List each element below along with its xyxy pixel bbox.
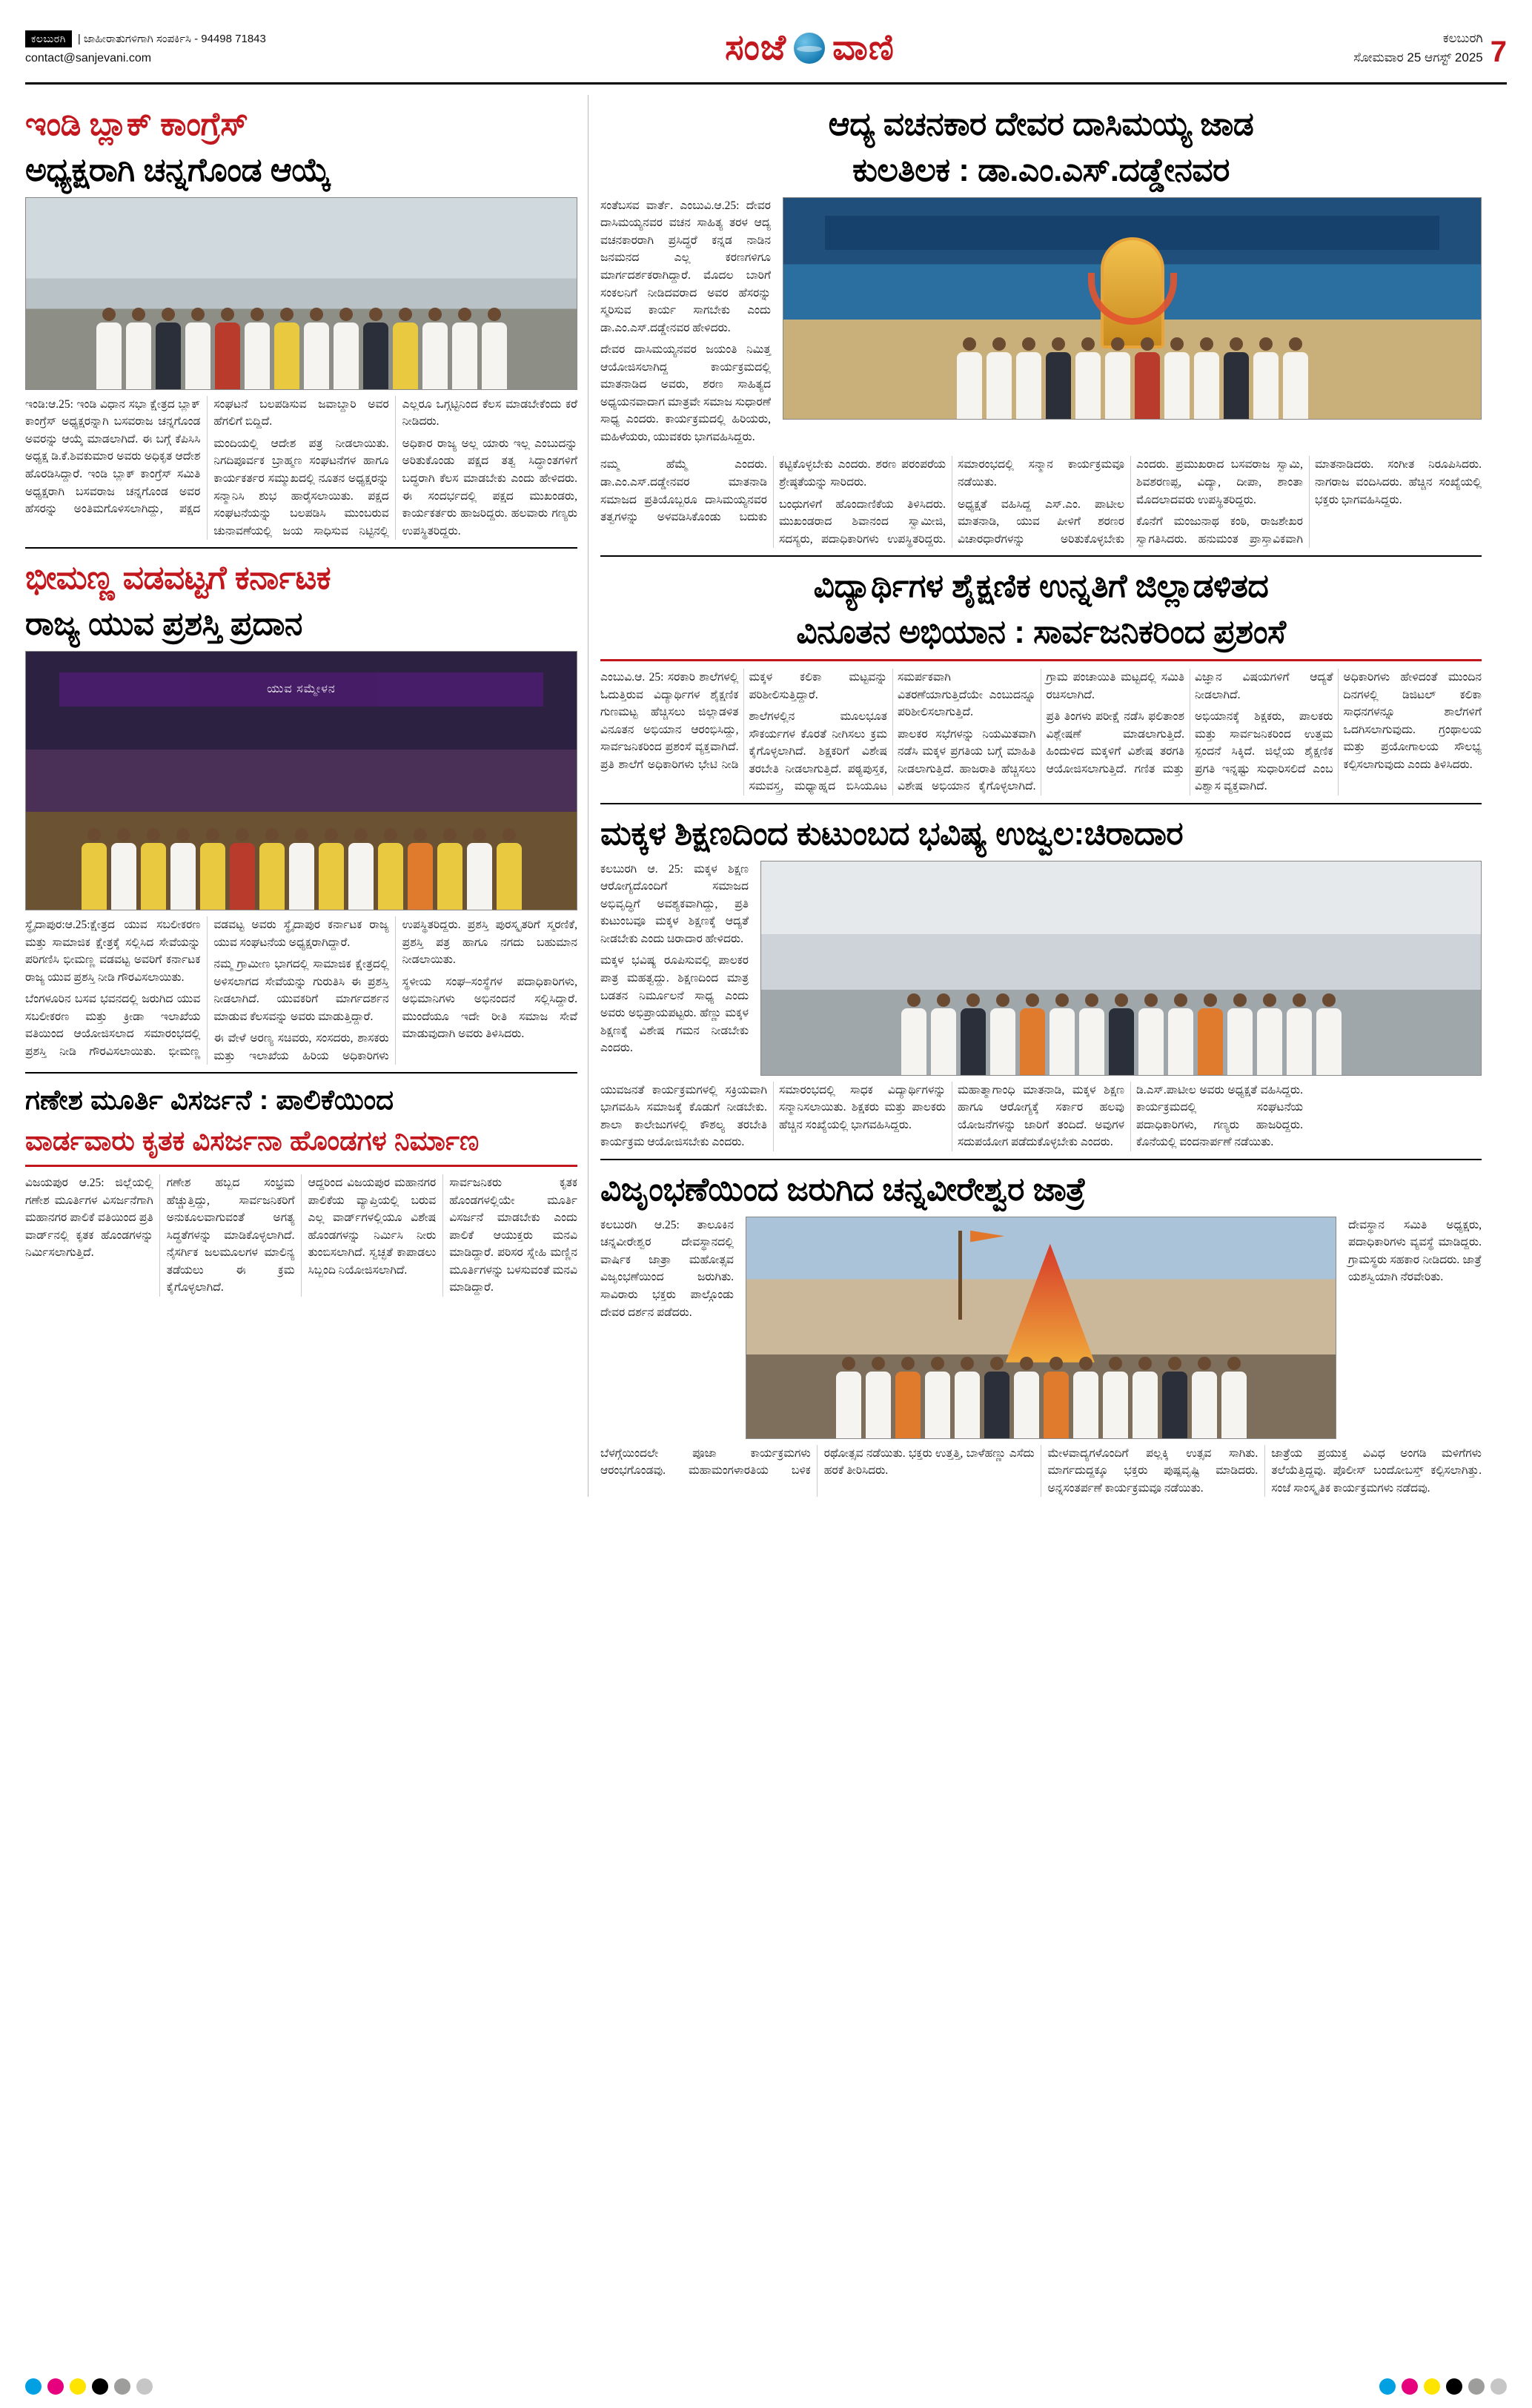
- reg-dot-black: [1446, 2378, 1462, 2395]
- divider: [600, 555, 1482, 557]
- dasimayya-body: [600, 456, 1482, 548]
- paragraph: ಬೆಳಗ್ಗೆಯಿಂದಲೇ ಪೂಜಾ ಕಾರ್ಯಕ್ರಮಗಳು ಆರಂಭಗೊಂಡವು. ಮಹಾಮಂಗಳಾರತಿಯ ಬಳಿಕ ರಥೋತ್ಸವ ನಡೆಯಿತು. ಭಕ್ತರು ಉತ್ತತ್ತಿ, ಬಾಳೆಹಣ್ಣು ಎಸೆದು ಹರಕೆ ತೀರಿಸಿದರು.: [600, 1446, 1035, 1478]
- paragraph: ಮಕ್ಕಳ ಭವಿಷ್ಯ ರೂಪಿಸುವಲ್ಲಿ ಪಾಲಕರ ಪಾತ್ರ ಮಹತ್ವದ್ದು. ಶಿಕ್ಷಣದಿಂದ ಮಾತ್ರ ಬಡತನ ನಿರ್ಮೂಲನೆ ಸಾಧ್ಯ ಎಂದು ಅವರು ಅಭಿಪ್ರಾಯಪಟ್ಟರು. ಹೆಣ್ಣು ಮಕ್ಕಳ ಶಿಕ್ಷಣಕ್ಕೆ ವಿಶೇಷ ಗಮನ ನೀಡಬೇಕು ಎಂದರು.: [600, 954, 749, 1055]
- story-students-campaign: [600, 567, 1482, 796]
- ganesha-body: [25, 1174, 577, 1297]
- indi-headline-1: ಇಂಡಿ ಬ್ಲಾಕ್ ಕಾಂಗ್ರೆಸ್: [25, 106, 248, 142]
- jathre-body: [600, 1445, 1482, 1498]
- paragraph: ಆದ್ದರಿಂದ ವಿಜಯಪುರ ಮಹಾನಗರ ಪಾಲಿಕೆಯ ವ್ಯಾಪ್ತಿಯಲ್ಲಿ ಬರುವ ಎಲ್ಲ ವಾರ್ಡ್‌ಗಳಲ್ಲಿಯೂ ವಿಶೇಷ ಹೊಂಡಗಳನ್ನು ನಿರ್ಮಿಸಿ ನೀರು ತುಂಬಿಸಲಾಗಿದೆ. ಸ್ವಚ್ಛತೆ ಕಾಪಾಡಲು ಸಿಬ್ಬಂದಿ ನಿಯೋಜಿಸಲಾಗಿದೆ.: [308, 1177, 437, 1277]
- paragraph: ದೇವರ ದಾಸಿಮಯ್ಯನವರ ಜಯಂತಿ ನಿಮಿತ್ತ ಆಯೋಜಿಸಲಾಗಿದ್ದ ಕಾರ್ಯಕ್ರಮದಲ್ಲಿ ಮಾತನಾಡಿದ ಅವರು, ಶರಣ ಸಾಹಿತ್ಯದ ಅಧ್ಯಯನವಾದಾಗ ಮಾತ್ರವೇ ಸಮಾಜ ಸುಧಾರಣೆ ಸಾಧ್ಯ ಎಂದರು. ಕಾರ್ಯಕ್ರಮದಲ್ಲಿ ಹಿರಿಯರು, ಮಹಿಳೆಯರು, ಯುವಕರು ಭಾಗವಹಿಸಿದ್ದರು.: [600, 343, 771, 443]
- paragraph: ಸಮಾರಂಭದಲ್ಲಿ ಸಾಧಕ ವಿದ್ಯಾರ್ಥಿಗಳನ್ನು ಸನ್ಮಾನಿಸಲಾಯಿತು. ಶಿಕ್ಷಕರು ಮತ್ತು ಪಾಲಕರು ಹೆಚ್ಚಿನ ಸಂಖ್ಯೆಯಲ್ಲಿ ಭಾಗವಹಿಸಿದ್ದರು.: [779, 1083, 946, 1131]
- masthead-date: ಸೋಮವಾರ 25 ಆಗಸ್ಟ್ 2025: [1353, 50, 1483, 64]
- students-headline-2: ವಿನೂತನ ಅಭಿಯಾನ : ಸಾರ್ವಜನಿಕರಿಂದ ಪ್ರಶಂಸೆ: [796, 614, 1286, 651]
- students-headline-1: ವಿದ್ಯಾರ್ಥಿಗಳ ಶೈಕ್ಷಣಿಕ ಉನ್ನತಿಗೆ ಜಿಲ್ಲಾಡಳಿತದ: [813, 568, 1269, 605]
- bheemanna-headline-1: ಭೀಮಣ್ಣ ವಡವಟ್ಟಗೆ ಕರ್ನಾಟಕ: [25, 560, 331, 597]
- paragraph: ಅಧ್ಯಕ್ಷತೆ ವಹಿಸಿದ್ದ ಎಸ್.ಎಂ. ಪಾಟೀಲ ಮಾತನಾಡಿ, ಯುವ ಪೀಳಿಗೆ ಶರಣರ ವಿಚಾರಧಾರೆಗಳನ್ನು ಅರಿತುಕೊಳ್ಳಬೇಕು ಎಂದರು. ಪ್ರಮುಖರಾದ ಬಸವರಾಜ ಸ್ವಾಮಿ, ಶಿವಶರಣಪ್ಪ, ವಿದ್ಯಾ, ದೀಪಾ, ಶಾಂತಾ ಮೊದಲಾದವರು ಉಪಸ್ಥಿತರಿದ್ದರು.: [958, 458, 1303, 546]
- children-edu-col-1: [600, 861, 749, 1076]
- reg-dot-magenta: [1402, 2378, 1418, 2395]
- right-column: [588, 95, 1482, 1497]
- registration-dots-right: [1379, 2378, 1507, 2395]
- ganesha-headline-2: ವಾರ್ಡವಾರು ಕೃತಕ ವಿಸರ್ಜನಾ ಹೊಂಡಗಳ ನಿರ್ಮಾಣ: [25, 1125, 480, 1156]
- logo-text-right: ವಾಣಿ: [832, 27, 895, 67]
- dasimayya-col-1: [600, 197, 771, 451]
- dasimayya-headline-2: ಕುಲತಿಲಕ : ಡಾ.ಎಂ.ಎಸ್.ದಡ್ಡೇನವರ: [852, 151, 1230, 188]
- color-registration-bar: [25, 2378, 1507, 2395]
- students-body: [600, 669, 1482, 796]
- paragraph: ಇಂಡಿ:ಆ.25: ಇಂಡಿ ವಿಧಾನ ಸಭಾ ಕ್ಷೇತ್ರದ ಬ್ಲಾಕ್ ಕಾಂಗ್ರೆಸ್ ಅಧ್ಯಕ್ಷರನ್ನಾಗಿ ಬಸವರಾಜ ಚನ್ನಗೊಂಡ ಅವರನ್ನು ಆಯ್ಕೆ ಮಾಡಲಾಗಿದೆ. ಈ ಬಗ್ಗೆ ಕೆಪಿಸಿಸಿ ಅಧ್ಯಕ್ಷ ಡಿ.ಕೆ.ಶಿವಕುಮಾರ ಅವರು ಅಧಿಕೃತ ಆದೇಶ ಹೊರಡಿಸಿದ್ದಾರೆ. ಇಂಡಿ ಬ್ಲಾಕ್ ಕಾಂಗ್ರೆಸ್ ಸಮಿತಿ ಅಧ್ಯಕ್ಷರಾಗಿ ಬಸವರಾಜ ಚನ್ನಗೊಂಡ ಅವರ ಹೆಸರನ್ನು ಅಂತಿಮಗೊಳಿಸಲಾಗಿದ್ದು, ಪಕ್ಷದ ಸಂಘಟನೆ ಬಲಪಡಿಸುವ ಜವಾಬ್ದಾರಿ ಅವರ ಹೆಗಲಿಗೆ ಬಿದ್ದಿದೆ.: [25, 397, 389, 516]
- story-children-education: [600, 815, 1482, 1151]
- bheemanna-headline-2: ರಾಜ್ಯ ಯುವ ಪ್ರಶಸ್ತಿ ಪ್ರದಾನ: [25, 606, 302, 643]
- reg-dot-yellow: [70, 2378, 86, 2395]
- masthead-right: [1353, 30, 1507, 68]
- yuva-sammelana-stage-photo: [25, 651, 577, 910]
- paragraph: ಅಧಿಕಾರಿಗಳು ಹೇಳಿದಂತೆ ಮುಂದಿನ ದಿನಗಳಲ್ಲಿ ಡಿಜಿಟಲ್ ಕಲಿಕಾ ಸಾಧನಗಳನ್ನೂ ಶಾಲೆಗಳಿಗೆ ಒದಗಿಸಲಾಗುವುದು. ಗ್ರಂಥಾಲಯ ಮತ್ತು ಪ್ರಯೋಗಾಲಯ ಸೌಲಭ್ಯ ಕಲ್ಪಿಸಲಾಗುವುದು ಎಂದು ತಿಳಿಸಿದರು.: [1343, 671, 1482, 771]
- dasimayya-headline-1: ಆದ್ಯ ವಚನಕಾರ ದೇವರ ದಾಸಿಮಯ್ಯ ಜಾಡ: [828, 106, 1254, 142]
- bheemanna-body: [25, 916, 577, 1065]
- divider: [25, 1072, 577, 1074]
- masthead: [25, 21, 1507, 85]
- paragraph: ವಿಜಯಪುರ ಆ.25: ಜಿಲ್ಲೆಯಲ್ಲಿ ಗಣೇಶ ಮೂರ್ತಿಗಳ ವಿಸರ್ಜನೆಗಾಗಿ ಮಹಾನಗರ ಪಾಲಿಕೆ ವತಿಯಿಂದ ಪ್ರತಿ ವಾರ್ಡ್‌ನಲ್ಲಿ ಕೃತಕ ಹೊಂಡಗಳನ್ನು ನಿರ್ಮಿಸಲಾಗುತ್ತಿದೆ.: [25, 1177, 153, 1260]
- paragraph: ನಮ್ಮ ಗ್ರಾಮೀಣ ಭಾಗದಲ್ಲಿ ಸಾಮಾಜಿಕ ಕ್ಷೇತ್ರದಲ್ಲಿ ಅಳಿಸಲಾಗದ ಸೇವೆಯನ್ನು ಗುರುತಿಸಿ ಈ ಪ್ರಶಸ್ತಿ ನೀಡಲಾಗಿದೆ. ಯುವಕರಿಗೆ ಮಾರ್ಗದರ್ಶನ ಮಾಡುವ ಕೆಲಸವನ್ನು ಅವರು ಮಾಡುತ್ತಿದ್ದಾರೆ.: [213, 958, 389, 1023]
- reg-dot-cyan: [1379, 2378, 1396, 2395]
- globe-icon: [794, 33, 825, 64]
- children-education-event-photo: [760, 861, 1482, 1076]
- paragraph: ನಮ್ಮ ಹೆಮ್ಮೆ ಎಂದರು. ಡಾ.ಎಂ.ಎಸ್.ದಡ್ಡೇನವರ ಮಾತನಾಡಿ ಸಮಾಜದ ಪ್ರತಿಯೊಬ್ಬರೂ ದಾಸಿಮಯ್ಯನವರ ತತ್ವಗಳನ್ನು ಅಳವಡಿಸಿಕೊಂಡು ಬದುಕು ಕಟ್ಟಿಕೊಳ್ಳಬೇಕು ಎಂದರು. ಶರಣ ಪರಂಪರೆಯ ಶ್ರೇಷ್ಠತೆಯನ್ನು ಸಾರಿದರು.: [600, 458, 946, 524]
- children-edu-headline: ಮಕ್ಕಳ ಶಿಕ್ಷಣದಿಂದ ಕುಟುಂಬದ ಭವಿಷ್ಯ ಉಜ್ವಲ:ಚಿರಾದಾರ: [600, 815, 1184, 852]
- ad-contact-text: | ಜಾಹೀರಾತುಗಳಿಗಾಗಿ ಸಂಪರ್ಕಿಸಿ - 94498 71843: [77, 33, 266, 45]
- ganesha-headline-part-a: ಗಣೇಶ ಮೂರ್ತಿ ವಿಸರ್ಜನೆ : ಪಾಲಿಕೆಯಿಂದ: [25, 1085, 394, 1116]
- paragraph: ಮಹಾತ್ಮಾಗಾಂಧಿ ಮಾತನಾಡಿ, ಮಕ್ಕಳ ಶಿಕ್ಷಣ ಹಾಗೂ ಆರೋಗ್ಯಕ್ಕೆ ಸರ್ಕಾರ ಹಲವು ಯೋಜನೆಗಳನ್ನು ಜಾರಿಗೆ ತಂದಿದೆ. ಅವುಗಳ ಸದುಪಯೋಗ ಪಡೆದುಕೊಳ್ಳಬೇಕು ಎಂದರು.: [958, 1083, 1124, 1149]
- reg-dot-lightgrey: [136, 2378, 153, 2395]
- reg-dot-yellow: [1424, 2378, 1440, 2395]
- jathre-headline: ವಿಜೃಂಭಣೆಯಿಂದ ಜರುಗಿದ ಚನ್ನವೀರೇಶ್ವರ ಜಾತ್ರೆ: [600, 1171, 1086, 1208]
- paragraph: ಮಂದಿಯಲ್ಲಿ ಆದೇಶ ಪತ್ರ ನೀಡಲಾಯಿತು. ನಿಗದಿಪೂರ್ವಕ ಬ್ರಾಹ್ಮಣ ಸಂಘಟನೆಗಳ ಹಾಗೂ ಕಾರ್ಯಕರ್ತರ ಸಮ್ಮುಖದಲ್ಲಿ ನೂತನ ಅಧ್ಯಕ್ಷರನ್ನು ಸನ್ಮಾನಿಸಿ ಶುಭ ಹಾರೈಸಲಾಯಿತು. ಪಕ್ಷದ ಸಂಘಟನೆಯನ್ನು ಬಲಪಡಿಸಿ ಮುಂಬರುವ ಚುನಾವಣೆಯಲ್ಲಿ ಜಯ ಸಾಧಿಸುವ ನಿಟ್ಟಿನಲ್ಲಿ ಎಲ್ಲರೂ ಒಗ್ಗಟ್ಟಿನಿಂದ ಕೆಲಸ ಮಾಡಬೇಕೆಂದು ಕರೆ ನೀಡಿದರು.: [213, 397, 577, 538]
- paragraph: ಪ್ರತಿ ತಿಂಗಳು ಪರೀಕ್ಷೆ ನಡೆಸಿ ಫಲಿತಾಂಶ ವಿಶ್ಲೇಷಣೆ ಮಾಡಲಾಗುತ್ತಿದೆ. ಹಿಂದುಳಿದ ಮಕ್ಕಳಿಗೆ ವಿಶೇಷ ತರಗತಿ ಆಯೋಜಿಸಲಾಗುತ್ತಿದೆ. ಗಣಿತ ಮತ್ತು ವಿಜ್ಞಾನ ವಿಷಯಗಳಿಗೆ ಆದ್ಯತೆ ನೀಡಲಾಗಿದೆ.: [1046, 671, 1333, 775]
- story-ganesha-immersion: [25, 1084, 577, 1297]
- paragraph: ಜಾತ್ರೆಯ ಪ್ರಯುಕ್ತ ವಿವಿಧ ಅಂಗಡಿ ಮಳಿಗೆಗಳು ತಲೆಯೆತ್ತಿದ್ದವು. ಪೊಲೀಸ್ ಬಂದೋಬಸ್ತ್ ಕಲ್ಪಿಸಲಾಗಿತ್ತು. ಸಂಜೆ ಸಾಂಸ್ಕೃತಿಕ ಕಾರ್ಯಕ್ರಮಗಳು ನಡೆದವು.: [1271, 1446, 1482, 1495]
- divider: [600, 659, 1482, 661]
- dasimayya-function-photo: [783, 197, 1482, 420]
- masthead-left: [25, 30, 266, 65]
- indi-congress-group-photo: [25, 197, 577, 390]
- children-edu-body: [600, 1082, 1482, 1151]
- masthead-city: ಕಲಬುರಗಿ: [1442, 30, 1483, 45]
- paragraph: ಗಣೇಶ ಹಬ್ಬದ ಸಂಭ್ರಮ ಹೆಚ್ಚುತ್ತಿದ್ದು, ಸಾರ್ವಜನಿಕರಿಗೆ ಅನುಕೂಲವಾಗುವಂತೆ ಅಗತ್ಯ ಸಿದ್ಧತೆಗಳನ್ನು ಮಾಡಿಕೊಳ್ಳಲಾಗಿದೆ. ನೈಸರ್ಗಿಕ ಜಲಮೂಲಗಳ ಮಾಲಿನ್ಯ ತಡೆಯಲು ಈ ಕ್ರಮ ಕೈಗೊಳ್ಳಲಾಗಿದೆ.: [166, 1177, 295, 1294]
- paragraph: ಶಾಲೆಗಳಲ್ಲಿನ ಮೂಲಭೂತ ಸೌಕರ್ಯಗಳ ಕೊರತೆ ನೀಗಿಸಲು ಕ್ರಮ ಕೈಗೊಳ್ಳಲಾಗಿದೆ. ಶಿಕ್ಷಕರಿಗೆ ವಿಶೇಷ ತರಬೇತಿ ನೀಡಲಾಗುತ್ತಿದೆ. ಪಠ್ಯಪುಸ್ತಕ, ಸಮವಸ್ತ್ರ, ಮಧ್ಯಾಹ್ನದ ಬಿಸಿಯೂಟ ಸಮರ್ಪಕವಾಗಿ ವಿತರಣೆಯಾಗುತ್ತಿದೆಯೇ ಎಂಬುದನ್ನೂ ಪರಿಶೀಲಿಸಲಾಗುತ್ತಿದೆ.: [749, 671, 1036, 793]
- contact-email: contact@sanjevani.com: [25, 52, 152, 64]
- saffron-flag-icon: [970, 1231, 1004, 1256]
- reg-dot-lightgrey: [1490, 2378, 1507, 2395]
- paragraph: ಕೊನೆಗೆ ಮಂಜುನಾಥ ಕಂಠಿ, ರಾಜಶೇಖರ ಸ್ವಾಗತಿಸಿದರು. ಹನುಮಂತ ಪ್ರಾಸ್ತಾವಿಕವಾಗಿ ಮಾತನಾಡಿದರು. ಸಂಗೀತ ನಿರೂಪಿಸಿದರು. ನಾಗರಾಜ ವಂದಿಸಿದರು. ಹೆಚ್ಚಿನ ಸಂಖ್ಯೆಯಲ್ಲಿ ಭಕ್ತರು ಭಾಗವಹಿಸಿದ್ದರು.: [1136, 458, 1482, 546]
- divider: [25, 1165, 577, 1167]
- reg-dot-cyan: [25, 2378, 42, 2395]
- page-number: 7: [1490, 35, 1507, 68]
- reg-dot-black: [92, 2378, 108, 2395]
- left-column: [25, 95, 588, 1497]
- indi-congress-body: [25, 396, 577, 540]
- paragraph: ಎಂಬುವಿ.ಆ. 25: ಸರಕಾರಿ ಶಾಲೆಗಳಲ್ಲಿ ಓದುತ್ತಿರುವ ವಿದ್ಯಾರ್ಥಿಗಳ ಶೈಕ್ಷಣಿಕ ಗುಣಮಟ್ಟ ಹೆಚ್ಚಿಸಲು ಜಿಲ್ಲಾಡಳಿತ ವಿನೂತನ ಅಭಿಯಾನ ಆರಂಭಿಸಿದ್ದು, ಸಾರ್ವಜನಿಕರಿಂದ ಪ್ರಶಂಸೆ ವ್ಯಕ್ತವಾಗಿದೆ. ಪ್ರತಿ ಶಾಲೆಗೆ ಅಧಿಕಾರಿಗಳು ಭೇಟಿ ನೀಡಿ ಮಕ್ಕಳ ಕಲಿಕಾ ಮಟ್ಟವನ್ನು ಪರಿಶೀಲಿಸುತ್ತಿದ್ದಾರೆ.: [600, 671, 887, 771]
- page-content: [25, 95, 1507, 1497]
- logo-text-left: ಸಂಜೆ: [725, 27, 787, 67]
- reg-dot-grey: [1468, 2378, 1485, 2395]
- story-dasimayya: [600, 105, 1482, 548]
- paragraph: ಸಾರ್ವಜನಿಕರು ಕೃತಕ ಹೊಂಡಗಳಲ್ಲಿಯೇ ಮೂರ್ತಿ ವಿಸರ್ಜನೆ ಮಾಡಬೇಕು ಎಂದು ಪಾಲಿಕೆ ಆಯುಕ್ತರು ಮನವಿ ಮಾಡಿದ್ದಾರೆ. ಪರಿಸರ ಸ್ನೇಹಿ ಮಣ್ಣಿನ ಮೂರ್ತಿಗಳನ್ನು ಬಳಸುವಂತೆ ಮನವಿ ಮಾಡಿದ್ದಾರೆ.: [449, 1177, 577, 1294]
- paragraph: ಈ ವೇಳೆ ಅರಣ್ಯ ಸಚಿವರು, ಸಂಸದರು, ಶಾಸಕರು ಮತ್ತು ಇಲಾಖೆಯ ಹಿರಿಯ ಅಧಿಕಾರಿಗಳು ಉಪಸ್ಥಿತರಿದ್ದರು. ಪ್ರಶಸ್ತಿ ಪುರಸ್ಕೃತರಿಗೆ ಸ್ಮರಣಿಕೆ, ಪ್ರಶಸ್ತಿ ಪತ್ರ ಹಾಗೂ ನಗದು ಬಹುಮಾನ ನೀಡಲಾಯಿತು.: [213, 919, 577, 1062]
- story-bheemanna-award: [25, 559, 577, 1065]
- reg-dot-magenta: [47, 2378, 64, 2395]
- divider: [25, 547, 577, 549]
- masthead-logo: [725, 27, 895, 67]
- ganesha-headline-1: [25, 1084, 577, 1117]
- paragraph: ದೇವಸ್ಥಾನ ಸಮಿತಿ ಅಧ್ಯಕ್ಷರು, ಪದಾಧಿಕಾರಿಗಳು ವ್ಯವಸ್ಥೆ ಮಾಡಿದ್ದರು. ಗ್ರಾಮಸ್ಥರು ಸಹಕಾರ ನೀಡಿದರು. ಜಾತ್ರೆ ಯಶಸ್ವಿಯಾಗಿ ನೆರವೇರಿತು.: [1348, 1218, 1482, 1284]
- chariot-decoration: [1006, 1244, 1095, 1363]
- divider: [600, 1159, 1482, 1160]
- registration-dots-left: [25, 2378, 153, 2395]
- edition-badge: ಕಲಬುರಗಿ: [25, 30, 72, 47]
- stage-banner-text: ಯುವ ಸಮ್ಮೇಳನ: [59, 672, 544, 707]
- divider: [600, 803, 1482, 804]
- jathre-col-last: [1348, 1217, 1482, 1439]
- paragraph: ಅಭಿಯಾನಕ್ಕೆ ಶಿಕ್ಷಕರು, ಪಾಲಕರು ಮತ್ತು ಸಾರ್ವಜನಿಕರಿಂದ ಉತ್ತಮ ಸ್ಪಂದನೆ ಸಿಕ್ಕಿದೆ. ಜಿಲ್ಲೆಯ ಶೈಕ್ಷಣಿಕ ಪ್ರಗತಿ ಇನ್ನಷ್ಟು ಸುಧಾರಿಸಲಿದೆ ಎಂಬ ವಿಶ್ವಾಸ ವ್ಯಕ್ತವಾಗಿದೆ.: [1195, 710, 1333, 793]
- paragraph: ಡಿ.ಎಸ್.ಪಾಟೀಲ ಅವರು ಅಧ್ಯಕ್ಷತೆ ವಹಿಸಿದ್ದರು. ಕಾರ್ಯಕ್ರಮದಲ್ಲಿ ಸಂಘಟನೆಯ ಪದಾಧಿಕಾರಿಗಳು, ಗಣ್ಯರು ಹಾಜರಿದ್ದರು. ಕೊನೆಯಲ್ಲಿ ವಂದನಾರ್ಪಣೆ ನಡೆಯಿತು.: [1136, 1083, 1303, 1149]
- story-channaveereshwara-jathre: [600, 1171, 1482, 1498]
- reg-dot-grey: [114, 2378, 130, 2395]
- jathre-procession-photo: [746, 1217, 1336, 1439]
- paragraph: ಬಂಧುಗಳಿಗೆ ಹೊಂದಾಣಿಕೆಯ ತಿಳಿಸಿದರು. ಮುಖಂಡರಾದ ಶಿವಾನಂದ ಸ್ವಾಮೀಜಿ, ಸದಸ್ಯರು, ಪದಾಧಿಕಾರಿಗಳು ಉಪಸ್ಥಿತರಿದ್ದರು. ಸಮಾರಂಭದಲ್ಲಿ ಸನ್ಮಾನ ಕಾರ್ಯಕ್ರಮವೂ ನಡೆಯಿತು.: [779, 458, 1124, 546]
- paragraph: ಬೆಂಗಳೂರಿನ ಬಸವ ಭವನದಲ್ಲಿ ಜರುಗಿದ ಯುವ ಸಬಲೀಕರಣ ಮತ್ತು ಕ್ರೀಡಾ ಇಲಾಖೆಯ ವತಿಯಿಂದ ಆಯೋಜಿಸಲಾದ ಸಮಾರಂಭದಲ್ಲಿ ಪ್ರಶಸ್ತಿ ನೀಡಿ ಗೌರವಿಸಲಾಯಿತು. ಭೀಮಣ್ಣ ವಡವಟ್ಟ ಅವರು ಸ್ಥೈದಾಪುರ ಕರ್ನಾಟಕ ರಾಜ್ಯ ಯುವ ಸಂಘಟನೆಯ ಅಧ್ಯಕ್ಷರಾಗಿದ್ದಾರೆ.: [25, 919, 389, 1058]
- paragraph: ಸಂತೆಬಸವ ವಾರ್ತೆ. ಎಂಬುವಿ.ಆ.25: ದೇವರ ದಾಸಿಮಯ್ಯನವರ ವಚನ ಸಾಹಿತ್ಯ ತರಳ ಆದ್ಯ ವಚನಕಾರರಾಗಿ ಪ್ರಸಿದ್ಧರೆ ಕನ್ನಡ ನಾಡಿನ ಜನಮನದ ಎಲ್ಲ ಕರಣಗಳಿಗೂ ಮಾರ್ಗದರ್ಶಕರಾಗಿದ್ದಾರೆ. ಮೊದಲ ಬಾರಿಗೆ ಸಂಕಲನಿಗೆ ನೀಡಿದವರಾದ ಅವರ ಹೆಸರನ್ನು ಸ್ಮರಿಸುವ ಕಾರ್ಯ ಸಾಗಬೇಕು ಎಂದು ಡಾ.ಎಂ.ಎಸ್.ದಡ್ಡೇನವರ ಹೇಳಿದರು.: [600, 199, 771, 334]
- paragraph: ಕಲಬುರಗಿ ಆ.25: ತಾಲೂಕಿನ ಚನ್ನವೀರೇಶ್ವರ ದೇವಸ್ಥಾನದಲ್ಲಿ ವಾರ್ಷಿಕ ಜಾತ್ರಾ ಮಹೋತ್ಸವ ವಿಜೃಂಭಣೆಯಿಂದ ಜರುಗಿತು. ಸಾವಿರಾರು ಭಕ್ತರು ಪಾಲ್ಗೊಂಡು ದೇವರ ದರ್ಶನ ಪಡೆದರು.: [600, 1218, 734, 1319]
- flag-pole: [958, 1231, 962, 1320]
- paragraph: ಸ್ಥೈದಾಪುರ:ಆ.25:ಕ್ಷೇತ್ರದ ಯುವ ಸಬಲೀಕರಣ ಮತ್ತು ಸಾಮಾಜಿಕ ಕ್ಷೇತ್ರಕ್ಕೆ ಸಲ್ಲಿಸಿದ ಸೇವೆಯನ್ನು ಪರಿಗಣಿಸಿ ಭೀಮಣ್ಣ ವಡವಟ್ಟ ಅವರಿಗೆ ಕರ್ನಾಟಕ ರಾಜ್ಯ ಯುವ ಪ್ರಶಸ್ತಿ ನೀಡಿ ಗೌರವಿಸಲಾಯಿತು.: [25, 919, 201, 984]
- jathre-col-1: [600, 1217, 734, 1439]
- paragraph: ಪಾಲಕರ ಸಭೆಗಳನ್ನು ನಿಯಮಿತವಾಗಿ ನಡೆಸಿ ಮಕ್ಕಳ ಪ್ರಗತಿಯ ಬಗ್ಗೆ ಮಾಹಿತಿ ನೀಡಲಾಗುತ್ತಿದೆ. ಹಾಜರಾತಿ ಹೆಚ್ಚಿಸಲು ವಿಶೇಷ ಅಭಿಯಾನ ಕೈಗೊಳ್ಳಲಾಗಿದೆ. ಗ್ರಾಮ ಪಂಚಾಯಿತಿ ಮಟ್ಟದಲ್ಲಿ ಸಮಿತಿ ರಚಿಸಲಾಗಿದೆ.: [898, 671, 1184, 793]
- paragraph: ಮೇಳವಾದ್ಯಗಳೊಂದಿಗೆ ಪಲ್ಲಕ್ಕಿ ಉತ್ಸವ ಸಾಗಿತು. ಮಾರ್ಗದುದ್ದಕ್ಕೂ ಭಕ್ತರು ಪುಷ್ಪವೃಷ್ಟಿ ಮಾಡಿದರು. ಅನ್ನಸಂತರ್ಪಣೆ ಕಾರ್ಯಕ್ರಮವೂ ನಡೆಯಿತು.: [1047, 1446, 1259, 1495]
- paragraph: ಯುವಜನತೆ ಕಾರ್ಯಕ್ರಮಗಳಲ್ಲಿ ಸಕ್ರಿಯವಾಗಿ ಭಾಗವಹಿಸಿ ಸಮಾಜಕ್ಕೆ ಕೊಡುಗೆ ನೀಡಬೇಕು. ಶಾಲಾ ಕಾಲೇಜುಗಳಲ್ಲಿ ಕೌಶಲ್ಯ ತರಬೇತಿ ಕಾರ್ಯಕ್ರಮ ಆಯೋಜಿಸಬೇಕು ಎಂದರು.: [600, 1083, 767, 1149]
- paragraph: ಕಲಬುರಗಿ ಆ. 25: ಮಕ್ಕಳ ಶಿಕ್ಷಣ ಆರೋಗ್ಯದೊಂದಿಗೆ ಸಮಾಜದ ಅಭಿವೃದ್ಧಿಗೆ ಅವಶ್ಯಕವಾಗಿದ್ದು, ಪ್ರತಿ ಕುಟುಂಬವೂ ಮಕ್ಕಳ ಶಿಕ್ಷಣಕ್ಕೆ ಆದ್ಯತೆ ನೀಡಬೇಕು ಎಂದು ಚಿರಾದಾರ ಹೇಳಿದರು.: [600, 862, 749, 945]
- indi-headline-2: ಅಧ್ಯಕ್ಷರಾಗಿ ಚನ್ನಗೊಂಡ ಆಯ್ಕೆ: [25, 151, 331, 188]
- paragraph: ಸ್ಥಳೀಯ ಸಂಘ–ಸಂಸ್ಥೆಗಳ ಪದಾಧಿಕಾರಿಗಳು, ಅಭಿಮಾನಿಗಳು ಅಭಿನಂದನೆ ಸಲ್ಲಿಸಿದ್ದಾರೆ. ಮುಂದೆಯೂ ಇದೇ ರೀತಿ ಸಮಾಜ ಸೇವೆ ಮಾಡುವುದಾಗಿ ಅವರು ತಿಳಿಸಿದರು.: [402, 975, 577, 1041]
- story-indi-congress: [25, 105, 577, 540]
- paragraph: ಅಧಿಕಾರ ರಾಜ್ಯ ಅಲ್ಲ ಯಾರು ಇಲ್ಲ ಎಂಬುದನ್ನು ಅರಿತುಕೊಂಡು ಪಕ್ಷದ ತತ್ವ ಸಿದ್ಧಾಂತಗಳಿಗೆ ಬದ್ಧರಾಗಿ ಕೆಲಸ ಮಾಡಬೇಕು ಎಂದು ಹೇಳಿದರು. ಈ ಸಂದರ್ಭದಲ್ಲಿ ಪಕ್ಷದ ಮುಖಂಡರು, ಕಾರ್ಯಕರ್ತರು ಹಾಜರಿದ್ದರು. ಹಲವಾರು ಗಣ್ಯರು ಉಪಸ್ಥಿತರಿದ್ದರು.: [402, 437, 577, 538]
